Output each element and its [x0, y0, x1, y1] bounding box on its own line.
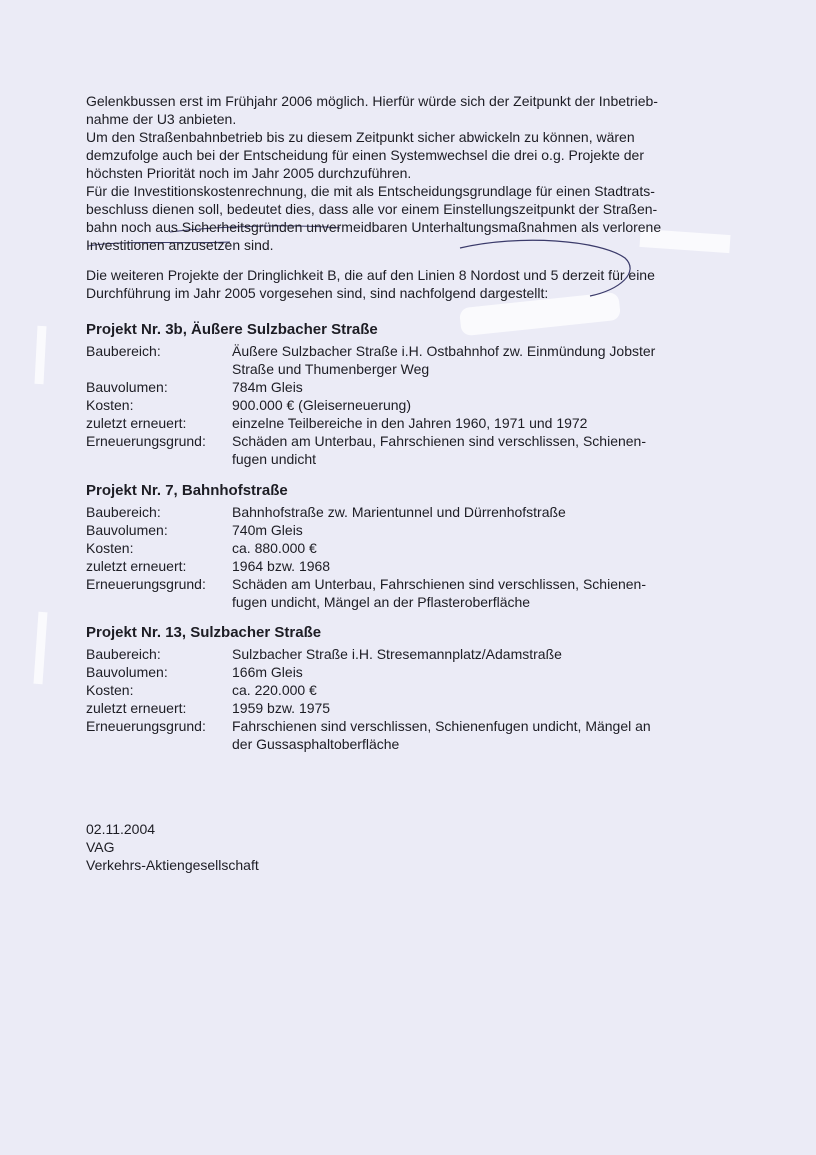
row-label: Kosten: — [86, 397, 134, 413]
correction-mark — [33, 612, 47, 684]
document-footer — [86, 820, 259, 874]
row-value: ca. 880.000 € — [232, 540, 317, 556]
row-label: zuletzt erneuert: — [86, 558, 187, 574]
intro-line: Investitionen anzusetzen sind. — [86, 237, 274, 253]
row-label: Kosten: — [86, 540, 134, 556]
footer-org-short: VAG — [86, 839, 115, 855]
intro-text — [86, 92, 726, 254]
row-label: Erneuerungsgrund: — [86, 433, 206, 449]
project-section — [86, 320, 726, 468]
intro-line: Durchführung im Jahr 2005 vorgesehen sind, sind nachfolgend dargestellt: — [86, 285, 549, 301]
row-value: 166m Gleis — [232, 664, 303, 680]
row-value-line: fugen undicht, Mängel an der Pflasteroberfläche — [232, 594, 531, 610]
row-value: einzelne Teilbereiche in den Jahren 1960, 1971 und 1972 — [232, 415, 588, 431]
project-row-kosten — [86, 396, 726, 414]
row-value: 1959 bzw. 1975 — [232, 700, 331, 716]
project-row-grund — [86, 717, 726, 753]
row-label: zuletzt erneuert: — [86, 415, 187, 431]
project-row-bauvolumen — [86, 378, 726, 396]
project-row-grund — [86, 432, 726, 468]
project-row-zuletzt — [86, 414, 726, 432]
row-label: Baubereich: — [86, 646, 161, 662]
project-row-zuletzt — [86, 699, 726, 717]
row-value: Sulzbacher Straße i.H. Stresemannplatz/Adamstraße — [232, 646, 562, 662]
project-row-bauvolumen — [86, 663, 726, 681]
row-label: Erneuerungsgrund: — [86, 576, 206, 592]
intro-line: höchsten Priorität noch im Jahr 2005 durchzuführen. — [86, 165, 412, 181]
row-value-line: Äußere Sulzbacher Straße i.H. Ostbahnhof zw. Einmündung Jobster — [232, 343, 656, 359]
footer-org-full: Verkehrs-Aktiengesellschaft — [86, 857, 259, 873]
row-value-line: Straße und Thumenberger Weg — [232, 361, 430, 377]
intro-line: Um den Straßenbahnbetrieb bis zu diesem Zeitpunkt sicher abwickeln zu können, wären — [86, 129, 635, 145]
row-label: Baubereich: — [86, 504, 161, 520]
intro-line: Die weiteren Projekte der Dringlichkeit B, die auf den Linien 8 Nordost und 5 derzeit für eine — [86, 267, 655, 283]
intro-line: demzufolge auch bei der Entscheidung für einen Systemwechsel die drei o.g. Projekte der — [86, 147, 644, 163]
intro-line: bahn noch aus Sicherheitsgründen unvermeidbaren Unterhaltungsmaßnahmen als verlorene — [86, 219, 662, 235]
correction-mark — [34, 326, 46, 384]
project-row-zuletzt — [86, 557, 726, 575]
project-row-bauvolumen — [86, 521, 726, 539]
row-value: 784m Gleis — [232, 379, 303, 395]
row-label: Kosten: — [86, 682, 134, 698]
intro-line: nahme der U3 anbieten. — [86, 111, 237, 127]
project-section — [86, 481, 726, 611]
project-title: Projekt Nr. 3b, Äußere Sulzbacher Straße — [86, 321, 378, 338]
row-label: Bauvolumen: — [86, 522, 168, 538]
project-section — [86, 623, 726, 753]
project-row-baubereich — [86, 503, 726, 521]
row-value-line: der Gussasphaltoberfläche — [232, 736, 400, 752]
intro-line: beschluss dienen soll, bedeutet dies, dass alle vor einem Einstellungszeitpunkt der Straßen- — [86, 201, 658, 217]
row-label: Bauvolumen: — [86, 664, 168, 680]
footer-date: 02.11.2004 — [86, 821, 156, 837]
row-value: 1964 bzw. 1968 — [232, 558, 331, 574]
row-value: ca. 220.000 € — [232, 682, 317, 698]
project-row-grund — [86, 575, 726, 611]
project-row-baubereich — [86, 645, 726, 663]
row-value: Bahnhofstraße zw. Marientunnel und Dürrenhofstraße — [232, 504, 566, 520]
row-value: 900.000 € (Gleiserneuerung) — [232, 397, 412, 413]
row-label: Baubereich: — [86, 343, 161, 359]
row-value — [232, 717, 726, 753]
row-value-line: fugen undicht — [232, 451, 317, 467]
project-title: Projekt Nr. 13, Sulzbacher Straße — [86, 624, 322, 641]
row-label: Erneuerungsgrund: — [86, 718, 206, 734]
row-value — [232, 575, 726, 611]
row-value-line: Schäden am Unterbau, Fahrschienen sind verschlissen, Schienen- — [232, 433, 647, 449]
project-row-baubereich — [86, 342, 726, 378]
row-label: Bauvolumen: — [86, 379, 168, 395]
project-row-kosten — [86, 681, 726, 699]
intro-text-2 — [86, 266, 726, 302]
row-value — [232, 342, 726, 378]
row-value: 740m Gleis — [232, 522, 303, 538]
row-value-line: Fahrschienen sind verschlissen, Schienenfugen undicht, Mängel an — [232, 718, 651, 734]
row-value-line: Schäden am Unterbau, Fahrschienen sind verschlissen, Schienen- — [232, 576, 647, 592]
row-value — [232, 432, 726, 468]
intro-line: Gelenkbussen erst im Frühjahr 2006 möglich. Hierfür würde sich der Zeitpunkt der Inbetrieb- — [86, 93, 658, 109]
project-title: Projekt Nr. 7, Bahnhofstraße — [86, 482, 288, 499]
row-label: zuletzt erneuert: — [86, 700, 187, 716]
intro-line: Für die Investitionskostenrechnung, die mit als Entscheidungsgrundlage für einen Stadtrats- — [86, 183, 655, 199]
project-row-kosten — [86, 539, 726, 557]
